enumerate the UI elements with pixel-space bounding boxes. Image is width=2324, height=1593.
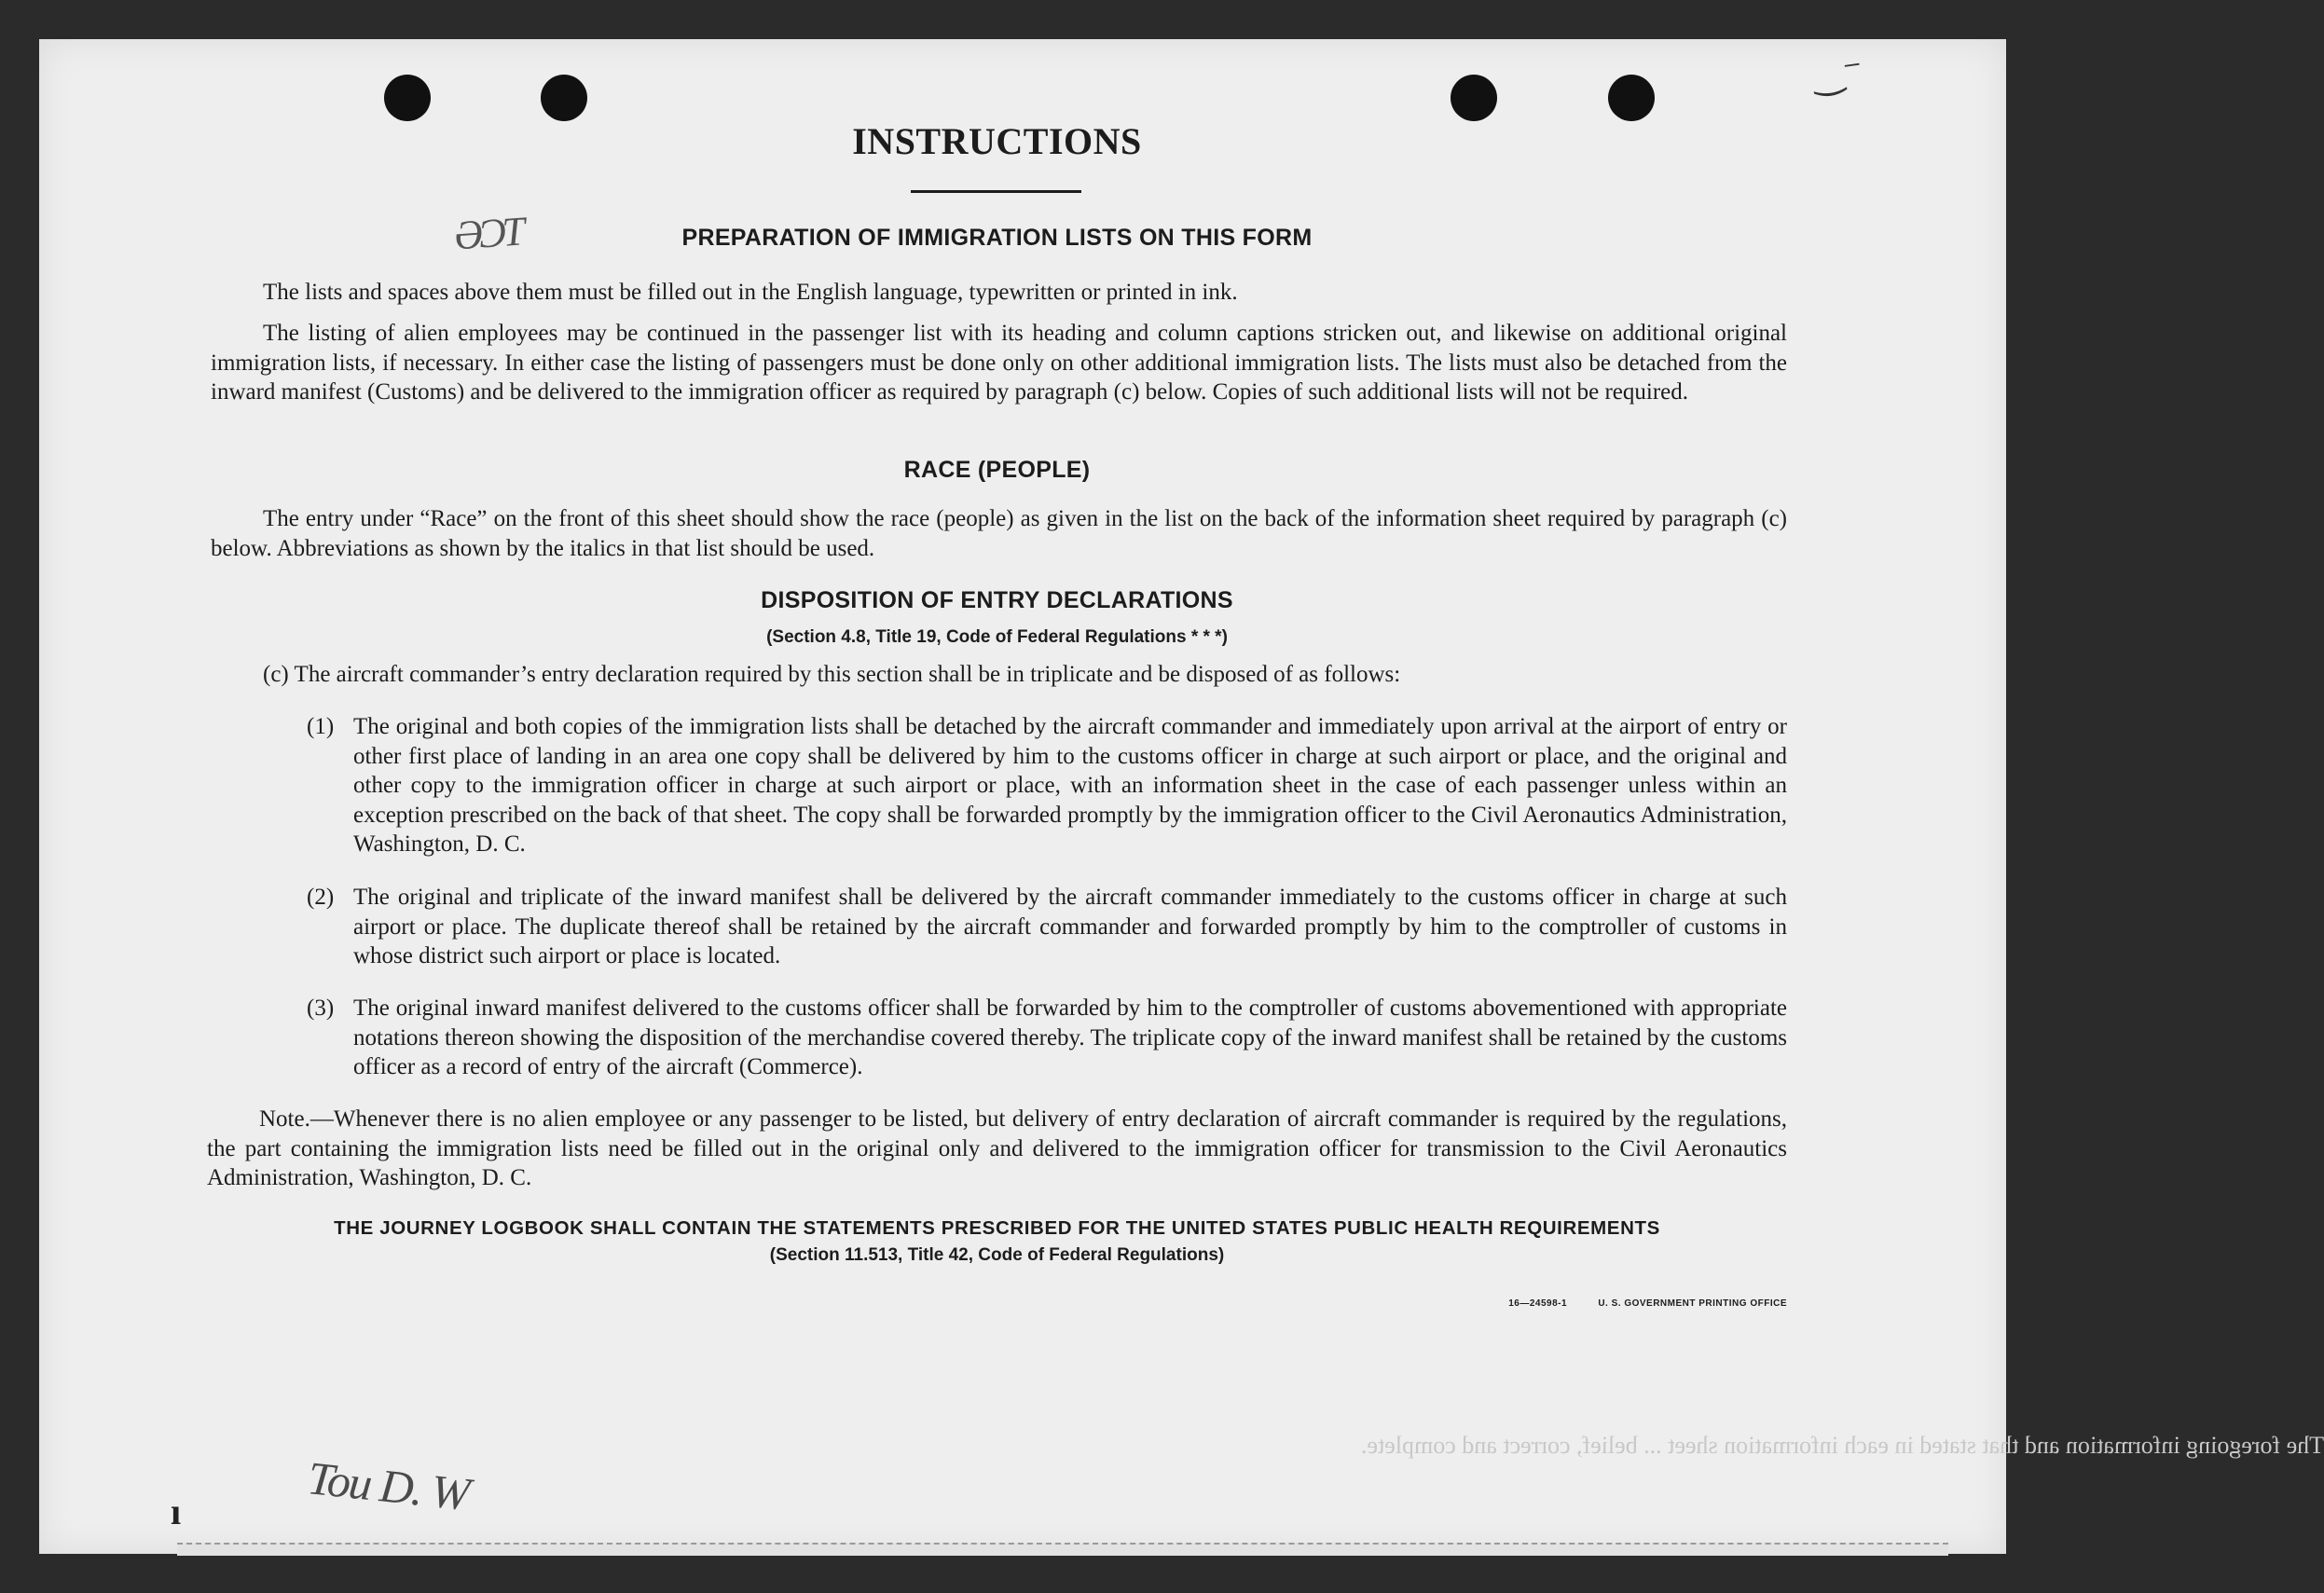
printer-name: U. S. GOVERNMENT PRINTING OFFICE bbox=[1598, 1298, 1787, 1309]
item-number: (3) bbox=[307, 996, 335, 1021]
preparation-para-2: The listing of alien employees may be continued in the passenger list with its heading and column captions stricken out, and likewise on additional original immigration lists, if necessary. In either case the listing of passengers must be done only on other additional immigration lists. The lists must also be detached from the inward manifest (Customs) and be delivered to the immigration officer as required by paragraph (c) below. Copies of such additional lists will not be required. bbox=[211, 321, 1787, 405]
disposition-heading: DISPOSITION OF ENTRY DECLARATIONS bbox=[761, 587, 1233, 613]
punch-hole bbox=[541, 75, 587, 121]
handwritten-signature: Tou D. W bbox=[305, 1451, 471, 1520]
form-code: 16—24598-1 bbox=[1508, 1298, 1568, 1309]
preparation-heading: PREPARATION OF IMMIGRATION LISTS ON THIS FORM bbox=[681, 225, 1313, 251]
punch-hole bbox=[384, 75, 431, 121]
title-underline bbox=[911, 190, 1081, 193]
item-text: The original and triplicate of the inward manifest shall be delivered by the aircraft commander immediately to the customs officer in charge at such airport or place. The duplicate thereof shall be retained by the aircraft commander and forwarded promptly by him to the comptroller of customs in whose district such airport or place is located. bbox=[353, 885, 1787, 968]
handwritten-annotation: ƏƆT bbox=[452, 208, 524, 259]
item-number: (1) bbox=[307, 714, 335, 739]
page-title: INSTRUCTIONS bbox=[852, 120, 1142, 162]
preparation-para-1: The lists and spaces above them must be filled out in the English language, typewritten or printed in ink. bbox=[263, 280, 1238, 305]
perforated-edge bbox=[177, 1543, 1948, 1556]
race-heading: RACE (PEOPLE) bbox=[903, 457, 1091, 483]
disposition-subheading: (Section 4.8, Title 19, Code of Federal Regulations * * *) bbox=[766, 627, 1228, 647]
item-number: (2) bbox=[307, 885, 335, 910]
public-health-statement bbox=[207, 1217, 1787, 1266]
item-text: The original inward manifest delivered to the customs officer shall be forwarded by him to the comptroller of customs abovementioned with appropriate notations thereon showing the disposition of the merchandise covered thereby. The triplicate copy of the inward manifest shall be retained by the customs officer as a record of entry of the aircraft (Commerce). bbox=[353, 996, 1787, 1079]
bleed-through-text: The foregoing information and that stated in each information sheet ... belief, correct and complete. bbox=[1361, 1432, 2324, 1459]
public-health-line: THE JOURNEY LOGBOOK SHALL CONTAIN THE STATEMENTS PRESCRIBED FOR THE UNITED STATES PUBLIC HEALTH REQUIREMENTS bbox=[334, 1217, 1660, 1239]
race-para: The entry under “Race” on the front of this sheet should show the race (people) as given in the list on the back of the information sheet required by paragraph (c) below. Abbreviations as shown by the italics in that list should be used. bbox=[211, 506, 1787, 561]
punch-hole bbox=[1608, 75, 1655, 121]
note-para: Note.—Whenever there is no alien employee or any passenger to be listed, but delivery of entry declaration of aircraft commander is required by the regulations, the part containing the immigration lists need be filled out in the original only and delivered to the immigration officer for transmission to the Civil Aeronautics Administration, Washington, D. C. bbox=[207, 1106, 1787, 1190]
public-health-citation: (Section 11.513, Title 42, Code of Federal Regulations) bbox=[769, 1245, 1225, 1265]
pen-mark: ‿⁻ bbox=[1810, 48, 1866, 98]
printer-footer bbox=[1508, 1298, 1787, 1309]
margin-mark: ı bbox=[171, 1490, 182, 1532]
punch-hole bbox=[1451, 75, 1497, 121]
disposition-intro: (c) The aircraft commander’s entry declaration required by this section shall be in triplicate and be disposed of as follows: bbox=[263, 662, 1401, 687]
item-text: The original and both copies of the immigration lists shall be detached by the aircraft commander and immediately upon arrival at the airport of entry or other first place of landing in an area one copy shall be delivered by him to the customs officer in charge at such airport or place, and the original and other copy to the immigration officer in charge at such airport or place, with an information sheet in the case of each passenger unless within an exception prescribed on the back of that sheet. The copy shall be forwarded promptly by the immigration officer to the Civil Aeronautics Administration, Washington, D. C. bbox=[353, 714, 1787, 857]
